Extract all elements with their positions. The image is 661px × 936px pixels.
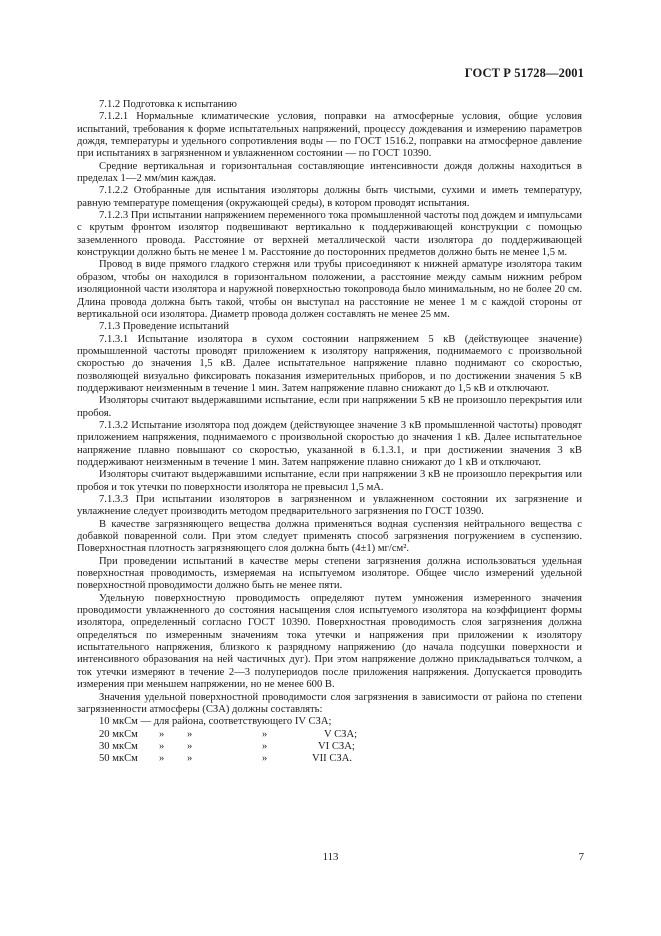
paragraph: 7.1.3.3 При испытании изоляторов в загрязненном и увлажненном состоянии их загрязнение и увлажнение следует производить методом предварительного загрязнения по ГОСТ 10390. (77, 494, 582, 518)
values-list-first-row: 10 мкСм — для района, соответствующего IV СЗА; (99, 716, 332, 728)
paragraph: Значения удельной поверхностной проводимости слоя загрязнения в зависимости от района по степени загрязненности атмосферы (СЗА) должны составлять: (77, 691, 582, 715)
page-number: 113 (322, 851, 339, 863)
ditto-mark: » (262, 740, 268, 752)
value-cell: 20 мкСм (99, 728, 138, 740)
values-list-row (77, 753, 582, 765)
values-list-row (77, 729, 582, 741)
section-heading-7-1-3: 7.1.3 Проведение испытаний (99, 321, 229, 333)
ditto-mark: » (187, 728, 193, 740)
grade-cell: VII СЗА. (312, 753, 353, 765)
paragraph: Изоляторы считают выдержавшими испытание, если при напряжении 5 кВ не произошло перекрытия или пробоя. (77, 395, 582, 419)
ditto-mark: » (187, 740, 193, 752)
ditto-mark: » (159, 753, 165, 765)
paragraph: При проведении испытаний в качестве меры степени загрязнения должна использоваться удельная поверхностная проводимость, измеряемая на испытуемом изоляторе. Общее число измерений удельной поверхностной проводимости должно быть не менее пяти. (77, 555, 582, 592)
value-cell: 50 мкСм (99, 753, 138, 765)
paragraph: Провод в виде прямого гладкого стержня или трубы присоединяют к нижней арматуре изолятора таким образом, чтобы он находился в горизонтальном положении, а расстояние между самым нижним ребром изоляционной части изолятора и наружной поверхностью токопровода было минимальным, но не более 20 см. Длина провода должна быть такой, чтобы он выступал на расстояние не менее 1 м с каждой стороны от вертикальной оси изолятора. Диаметр провода должен составлять не менее 25 мм. (77, 259, 582, 320)
grade-cell: VI СЗА; (318, 740, 355, 752)
section-heading-7-1-2: 7.1.2 Подготовка к испытанию (99, 99, 237, 110)
paragraph: В качестве загрязняющего вещества должна применяться водная суспензия нейтрального вещества с добавкой поваренной соли. При этом следует применять способ загрязнения погружением в суспензию. Поверхностная плотность загрязняющего слоя должна быть (4±1) мг/см². (77, 518, 582, 555)
paragraph: 7.1.3.2 Испытание изолятора под дождем (действующее значение 3 кВ промышленной частоты) проводят приложением напряжения, поднимаемого с произвольной скоростью до значения 1 кВ. Далее испытательное напряжение плавно повышают со скоростью, указанной в 6.1.3.1, и при достижении значения 3 кВ поддерживают неизменным в течение 1 мин. Затем напряжение плавно снижают до 1 кВ и отключают. (77, 419, 582, 468)
sheet-number: 7 (578, 851, 584, 863)
ditto-mark: » (159, 740, 165, 752)
paragraph: 7.1.3.1 Испытание изолятора в сухом состоянии напряжением 5 кВ (действующее значение) промышленной частоты проводят приложением к изолятору напряжения, поднимаемого с произвольной скоростью до значения 1,5 кВ. Далее испытательное напряжение плавно поднимают со скоростью, позволяющей визуально фиксировать показания измерительных приборов, и по достижении значения 5 кВ поддерживают неизменным в течение 1 мин. Затем напряжение плавно снижают до 1,5 кВ и отключают. (77, 333, 582, 394)
conductivity-values-list (77, 716, 582, 765)
document-body (77, 99, 582, 766)
paragraph: 7.1.2.3 При испытании напряжением переменного тока промышленной частоты под дождем и импульсами с крутым фронтом изолятор подвешивают вертикально к поддерживающей конструкции с помощью заземленного провода. Расстояние от верхней металлической части изолятора до поддерживающей конструкции должно быть не менее 1 м. Расстояние до посторонних предметов должно быть не менее 1,5 м. (77, 210, 582, 259)
ditto-mark: » (262, 753, 268, 765)
ditto-mark: » (187, 753, 193, 765)
paragraph: Средние вертикальная и горизонтальная составляющие интенсивности дождя должны находиться в пределах 1—2 мм/мин каждая. (77, 160, 582, 185)
ditto-mark: » (159, 728, 165, 740)
paragraph: 7.1.2.1 Нормальные климатические условия, поправки на атмосферные условия, общие условия испытаний, требования к форме испытательных напряжений, процессу дождевания и измерению параметров дождя, температуры и удельного сопротивления воды — по ГОСТ 1516.2, поправки на атмосферное давление при испытаниях в загрязненном и увлажненном состоянии — по ГОСТ 10390. (77, 111, 582, 160)
paragraph: Удельную поверхностную проводимость определяют путем умножения измеренного значения проводимости увлажненного до состояния насыщения слоя испытуемого изолятора на коэффициент формы изолятора, определенный согласно ГОСТ 10390. Поверхностная проводимость слоя загрязнения должна определяться по измеренным значениям тока утечки и напряжения при приложении к изолятору испытательного напряжения, близкого к разрядному напряжению (до начала подсушки поверхности и интенсивного образования на ней частичных дуг). При этом напряжение должно прикладываться толчком, а ток утечки измеряют в течение 2—3 полупериодов после приложения напряжения. Допускается проводить измерения при меньшем напряжении, но не менее 600 В. (77, 592, 582, 691)
value-cell: 30 мкСм (99, 740, 138, 752)
values-list-row (77, 741, 582, 753)
grade-cell: V СЗА; (324, 728, 358, 740)
paragraph: Изоляторы считают выдержавшими испытание, если при напряжении 3 кВ не произошло перекрытия или пробоя и ток утечки по поверхности изолятора не превысил 1,5 мА. (77, 469, 582, 493)
document-code-header: ГОСТ Р 51728—2001 (464, 66, 584, 80)
ditto-mark: » (262, 728, 268, 740)
paragraph: 7.1.2.2 Отобранные для испытания изоляторы должны быть чистыми, сухими и иметь температуру, равную температуре помещения (окружающей среды), в котором проводят испытания. (77, 185, 582, 209)
